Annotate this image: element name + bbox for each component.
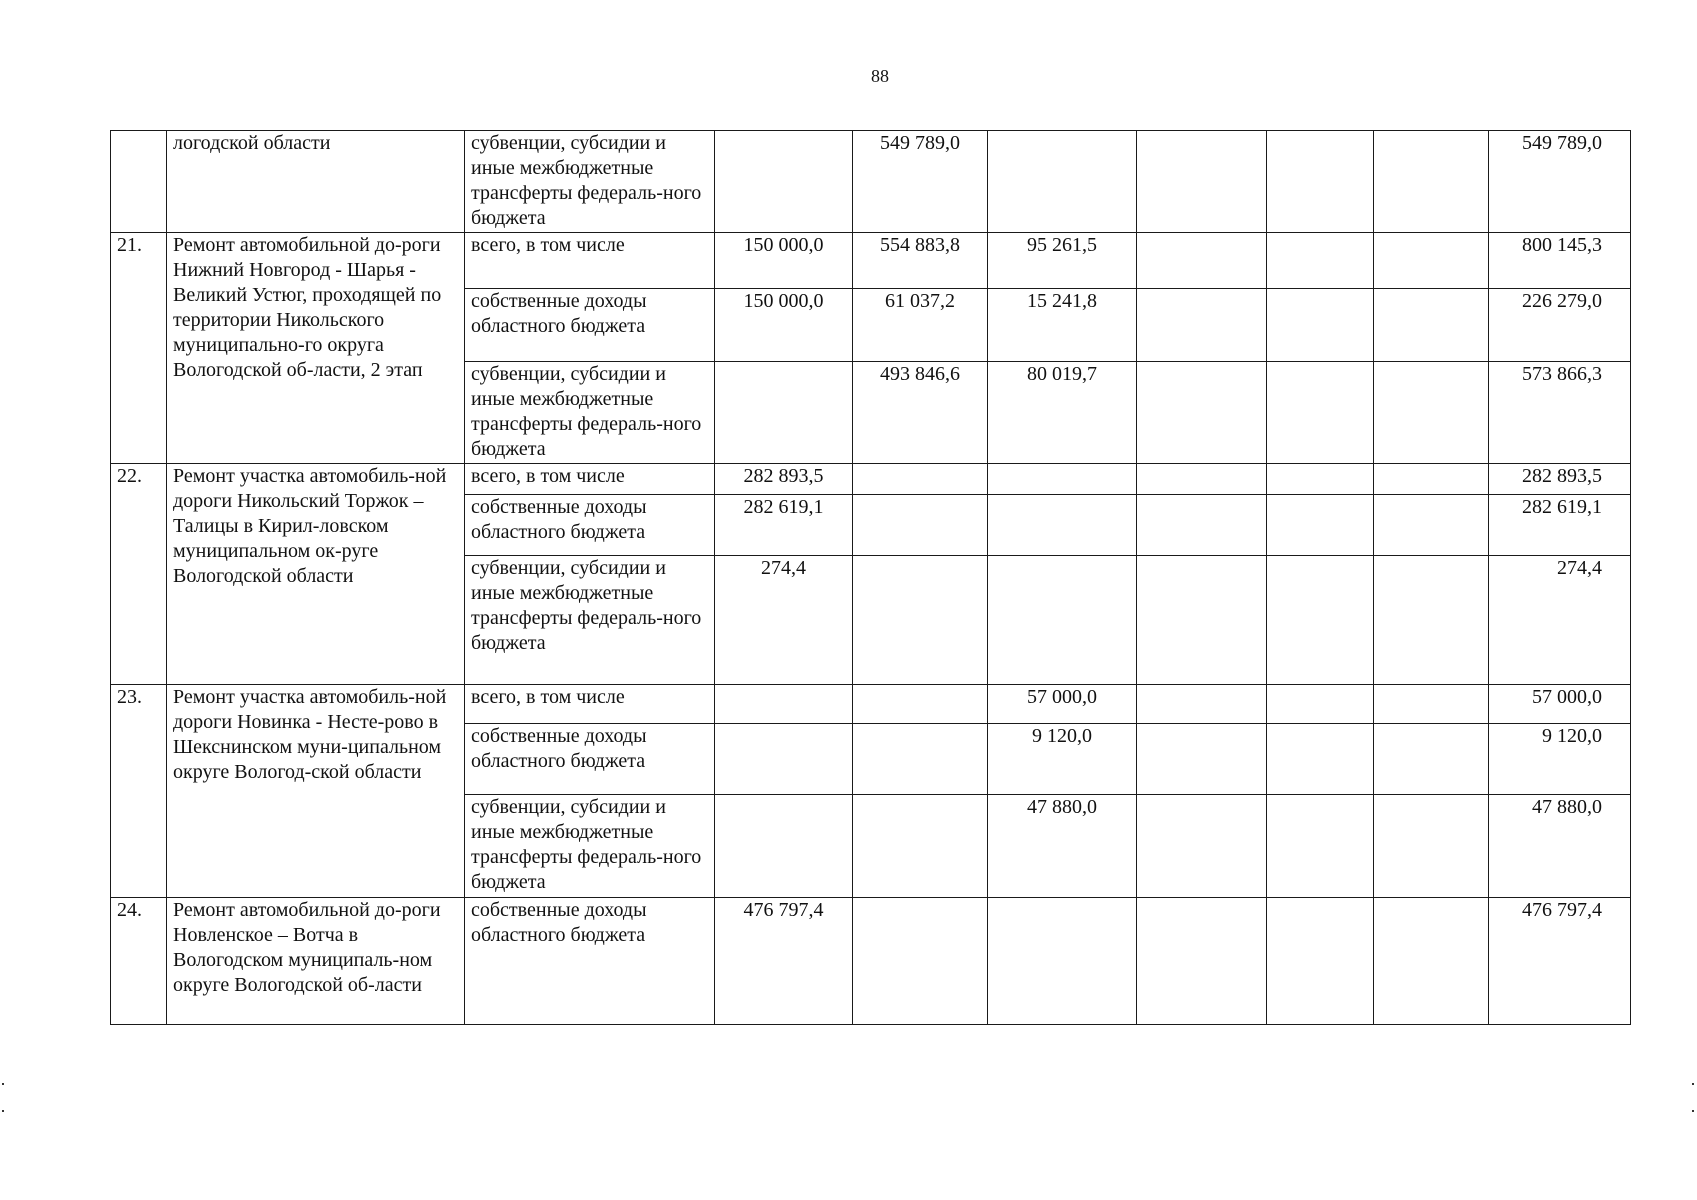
value-cell <box>1137 464 1267 495</box>
value-cell <box>1374 289 1489 362</box>
row-number: 23. <box>111 685 167 898</box>
object-name: логодской области <box>167 131 465 233</box>
value-cell: 95 261,5 <box>988 233 1137 289</box>
value-cell <box>1137 362 1267 464</box>
value-cell <box>1374 233 1489 289</box>
value-cell <box>853 464 988 495</box>
value-cell <box>853 795 988 898</box>
value-cell <box>1267 289 1374 362</box>
funding-source: всего, в том числе <box>465 233 715 289</box>
value-cell <box>1374 556 1489 685</box>
value-cell <box>1374 362 1489 464</box>
value-cell: 554 883,8 <box>853 233 988 289</box>
value-cell <box>853 685 988 724</box>
value-cell <box>1374 131 1489 233</box>
total-cell: 9 120,0 <box>1489 724 1631 795</box>
value-cell <box>853 556 988 685</box>
value-cell <box>1267 724 1374 795</box>
value-cell: 150 000,0 <box>715 289 853 362</box>
total-cell: 226 279,0 <box>1489 289 1631 362</box>
value-cell: 47 880,0 <box>988 795 1137 898</box>
value-cell <box>988 898 1137 1025</box>
total-cell: 282 893,5 <box>1489 464 1631 495</box>
value-cell <box>1137 289 1267 362</box>
object-name: Ремонт участка автомобиль-ной дороги Новинка - Несте-рово в Шекснинском муни-ципальном округе Вологод-ской области <box>167 685 465 898</box>
value-cell <box>1267 464 1374 495</box>
row-number <box>111 131 167 233</box>
funding-source: всего, в том числе <box>465 464 715 495</box>
value-cell <box>715 131 853 233</box>
row-number: 21. <box>111 233 167 464</box>
value-cell: 493 846,6 <box>853 362 988 464</box>
value-cell <box>1374 898 1489 1025</box>
funding-source: субвенции, субсидии и иные межбюджетные трансферты федераль-ного бюджета <box>465 362 715 464</box>
value-cell <box>1267 233 1374 289</box>
value-cell <box>1267 685 1374 724</box>
table-row <box>111 131 1631 233</box>
value-cell <box>988 464 1137 495</box>
value-cell <box>1137 556 1267 685</box>
value-cell <box>1267 795 1374 898</box>
value-cell <box>988 495 1137 556</box>
value-cell <box>1374 795 1489 898</box>
value-cell <box>1267 556 1374 685</box>
total-cell: 282 619,1 <box>1489 495 1631 556</box>
value-cell <box>715 724 853 795</box>
funding-source: собственные доходы областного бюджета <box>465 724 715 795</box>
value-cell: 61 037,2 <box>853 289 988 362</box>
value-cell <box>988 556 1137 685</box>
value-cell: 80 019,7 <box>988 362 1137 464</box>
value-cell <box>1137 724 1267 795</box>
scan-mark <box>1692 1110 1694 1112</box>
value-cell <box>715 685 853 724</box>
total-cell: 57 000,0 <box>1489 685 1631 724</box>
value-cell <box>1137 495 1267 556</box>
value-cell <box>1137 233 1267 289</box>
value-cell <box>1267 131 1374 233</box>
value-cell <box>715 362 853 464</box>
value-cell: 549 789,0 <box>853 131 988 233</box>
object-name: Ремонт участка автомобиль-ной дороги Никольский Торжок – Талицы в Кирил-ловском муниципальном ок-руге Вологодской области <box>167 464 465 685</box>
object-name: Ремонт автомобильной до-роги Нижний Новгород - Шарья - Великий Устюг, проходящей по территории Никольского муниципально-го округа Вологодской об-ласти, 2 этап <box>167 233 465 464</box>
total-cell: 47 880,0 <box>1489 795 1631 898</box>
row-number: 24. <box>111 898 167 1025</box>
funding-source: субвенции, субсидии и иные межбюджетные трансферты федераль-ного бюджета <box>465 795 715 898</box>
value-cell: 282 893,5 <box>715 464 853 495</box>
value-cell: 274,4 <box>715 556 853 685</box>
total-cell: 476 797,4 <box>1489 898 1631 1025</box>
value-cell <box>1374 495 1489 556</box>
value-cell <box>1374 464 1489 495</box>
object-name: Ремонт автомобильной до-роги Новленское – Вотча в Вологодском муниципаль-ном округе Вологодской об-ласти <box>167 898 465 1025</box>
total-cell: 549 789,0 <box>1489 131 1631 233</box>
value-cell <box>1374 685 1489 724</box>
value-cell <box>1137 131 1267 233</box>
scan-mark <box>1692 1083 1694 1085</box>
table-row <box>111 898 1631 1025</box>
funding-source: субвенции, субсидии и иные межбюджетные трансферты федераль-ного бюджета <box>465 131 715 233</box>
value-cell <box>853 495 988 556</box>
budget-table <box>110 130 1631 1025</box>
funding-source: собственные доходы областного бюджета <box>465 289 715 362</box>
table-row <box>111 233 1631 289</box>
value-cell: 150 000,0 <box>715 233 853 289</box>
value-cell <box>1137 685 1267 724</box>
value-cell: 9 120,0 <box>988 724 1137 795</box>
table-row <box>111 685 1631 724</box>
value-cell <box>853 724 988 795</box>
value-cell <box>1267 898 1374 1025</box>
total-cell: 274,4 <box>1489 556 1631 685</box>
value-cell: 57 000,0 <box>988 685 1137 724</box>
value-cell <box>853 898 988 1025</box>
scan-mark <box>2 1083 4 1085</box>
funding-source: собственные доходы областного бюджета <box>465 495 715 556</box>
value-cell: 476 797,4 <box>715 898 853 1025</box>
value-cell <box>1267 495 1374 556</box>
value-cell <box>1374 724 1489 795</box>
funding-source: субвенции, субсидии и иные межбюджетные трансферты федераль-ного бюджета <box>465 556 715 685</box>
total-cell: 573 866,3 <box>1489 362 1631 464</box>
funding-source: собственные доходы областного бюджета <box>465 898 715 1025</box>
table-row <box>111 464 1631 495</box>
value-cell <box>1137 795 1267 898</box>
value-cell: 282 619,1 <box>715 495 853 556</box>
value-cell: 15 241,8 <box>988 289 1137 362</box>
total-cell: 800 145,3 <box>1489 233 1631 289</box>
scan-mark <box>2 1110 4 1112</box>
value-cell <box>988 131 1137 233</box>
row-number: 22. <box>111 464 167 685</box>
value-cell <box>1137 898 1267 1025</box>
value-cell <box>715 795 853 898</box>
funding-source: всего, в том числе <box>465 685 715 724</box>
page-number: 88 <box>871 66 889 86</box>
value-cell <box>1267 362 1374 464</box>
